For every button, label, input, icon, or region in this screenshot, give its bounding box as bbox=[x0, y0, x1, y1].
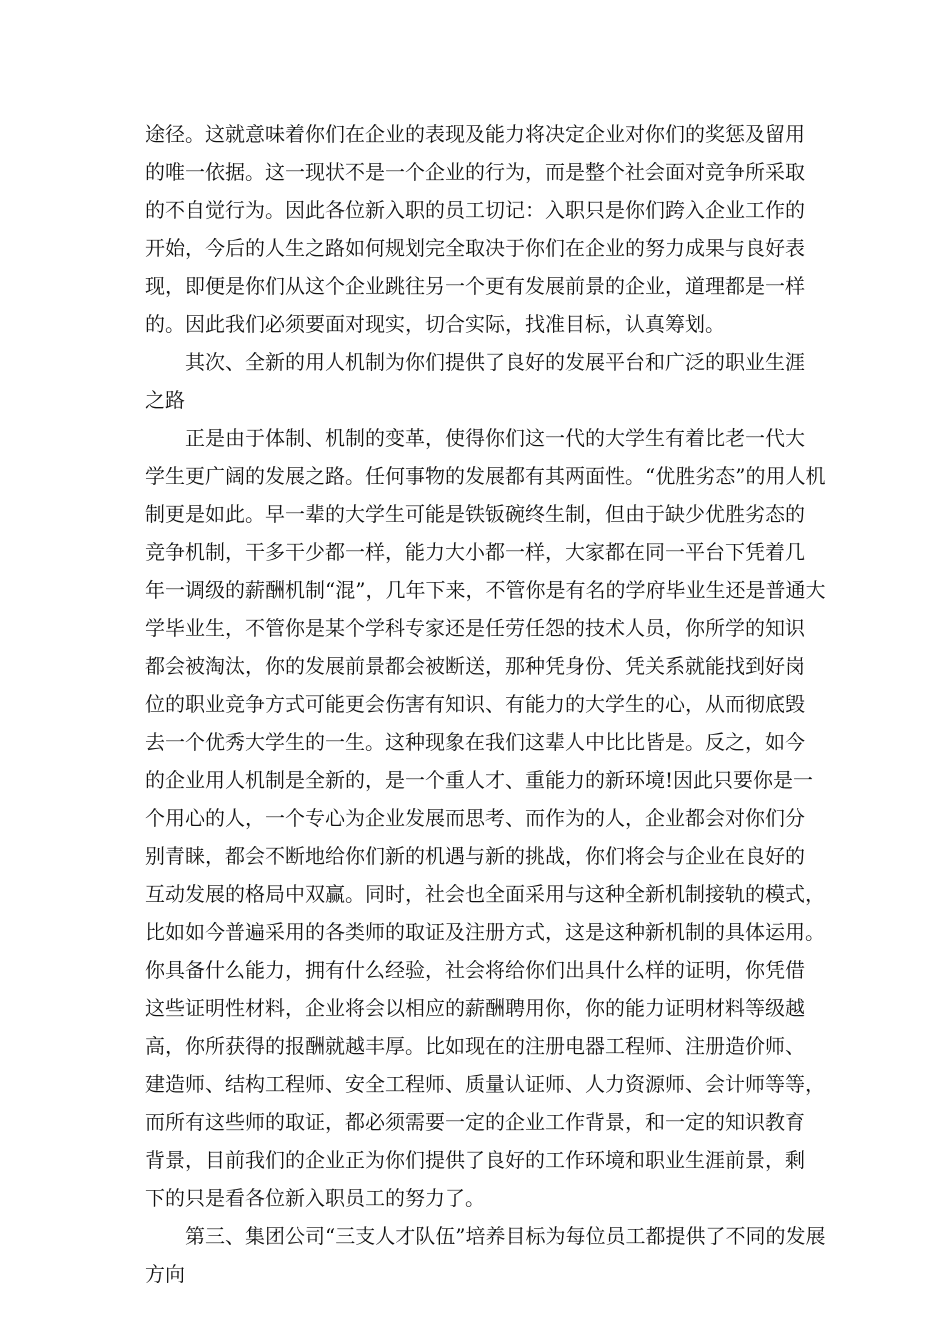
text-line: 学毕业生，不管你是某个学科专家还是任劳任怨的技术人员，你所学的知识 bbox=[145, 616, 805, 640]
text-line: 位的职业竞争方式可能更会伤害有知识、有能力的大学生的心，从而彻底毁 bbox=[145, 692, 805, 716]
text-line: 互动发展的格局中双赢。同时，社会也全面采用与这种全新机制接轨的模式， bbox=[145, 882, 825, 906]
section-heading: 其次、全新的用人机制为你们提供了良好的发展平台和广泛的职业生涯 bbox=[185, 350, 805, 374]
text-line: 去一个优秀大学生的一生。这种现象在我们这辈人中比比皆是。反之，如今 bbox=[145, 730, 805, 754]
text-line: 建造师、结构工程师、安全工程师、质量认证师、人力资源师、会计师等等， bbox=[145, 1072, 825, 1096]
text-line: 这些证明性材料，企业将会以相应的薪酬聘用你，你的能力证明材料等级越 bbox=[145, 996, 805, 1020]
text-line: 现，即便是你们从这个企业跳往另一个更有发展前景的企业，道理都是一样 bbox=[145, 274, 805, 298]
text-line: 年一调级的薪酬机制“混”，几年下来，不管你是有名的学府毕业生还是普通大 bbox=[145, 578, 826, 602]
section-heading: 方向 bbox=[145, 1262, 185, 1286]
text-line: 竞争机制，干多干少都一样，能力大小都一样，大家都在同一平台下凭着几 bbox=[145, 540, 805, 564]
text-line: 的不自觉行为。因此各位新入职的员工切记：入职只是你们跨入企业工作的 bbox=[145, 198, 805, 222]
text-line: 学生更广阔的发展之路。任何事物的发展都有其两面性。“优胜劣态”的用人机 bbox=[145, 464, 826, 488]
text-line: 开始，今后的人生之路如何规划完全取决于你们在企业的努力成果与良好表 bbox=[145, 236, 805, 260]
text-line: 途径。这就意味着你们在企业的表现及能力将决定企业对你们的奖惩及留用 bbox=[145, 122, 805, 146]
text-line: 背景，目前我们的企业正为你们提供了良好的工作环境和职业生涯前景，剩 bbox=[145, 1148, 805, 1172]
text-line: 下的只是看各位新入职员工的努力了。 bbox=[145, 1186, 485, 1210]
section-heading: 之路 bbox=[145, 388, 185, 412]
text-line: 的企业用人机制是全新的，是一个重人才、重能力的新环境!因此只要你是一 bbox=[145, 768, 814, 792]
text-line: 的。因此我们必须要面对现实，切合实际，找准目标，认真筹划。 bbox=[145, 312, 725, 336]
text-line: 制更是如此。早一辈的大学生可能是铁钣碗终生制，但由于缺少优胜劣态的 bbox=[145, 502, 805, 526]
text-line: 比如如今普遍采用的各类师的取证及注册方式，这是这种新机制的具体运用。 bbox=[145, 920, 825, 944]
text-line: 你具备什么能力，拥有什么经验，社会将给你们出具什么样的证明，你凭借 bbox=[145, 958, 805, 982]
text-line: 而所有这些师的取证，都必须需要一定的企业工作背景，和一定的知识教育 bbox=[145, 1110, 805, 1134]
text-line: 的唯一依据。这一现状不是一个企业的行为，而是整个社会面对竞争所采取 bbox=[145, 160, 805, 184]
text-line: 别青睐，都会不断地给你们新的机遇与新的挑战，你们将会与企业在良好的 bbox=[145, 844, 805, 868]
text-line: 正是由于体制、机制的变革，使得你们这一代的大学生有着比老一代大 bbox=[185, 426, 805, 450]
section-heading: 第三、集团公司“三支人才队伍”培养目标为每位员工都提供了不同的发展 bbox=[185, 1224, 826, 1248]
text-line: 个用心的人，一个专心为企业发展而思考、而作为的人，企业都会对你们分 bbox=[145, 806, 805, 830]
text-line: 都会被淘汰，你的发展前景都会被断送，那种凭身份、凭关系就能找到好岗 bbox=[145, 654, 805, 678]
text-line: 高，你所获得的报酬就越丰厚。比如现在的注册电器工程师、注册造价师、 bbox=[145, 1034, 805, 1058]
